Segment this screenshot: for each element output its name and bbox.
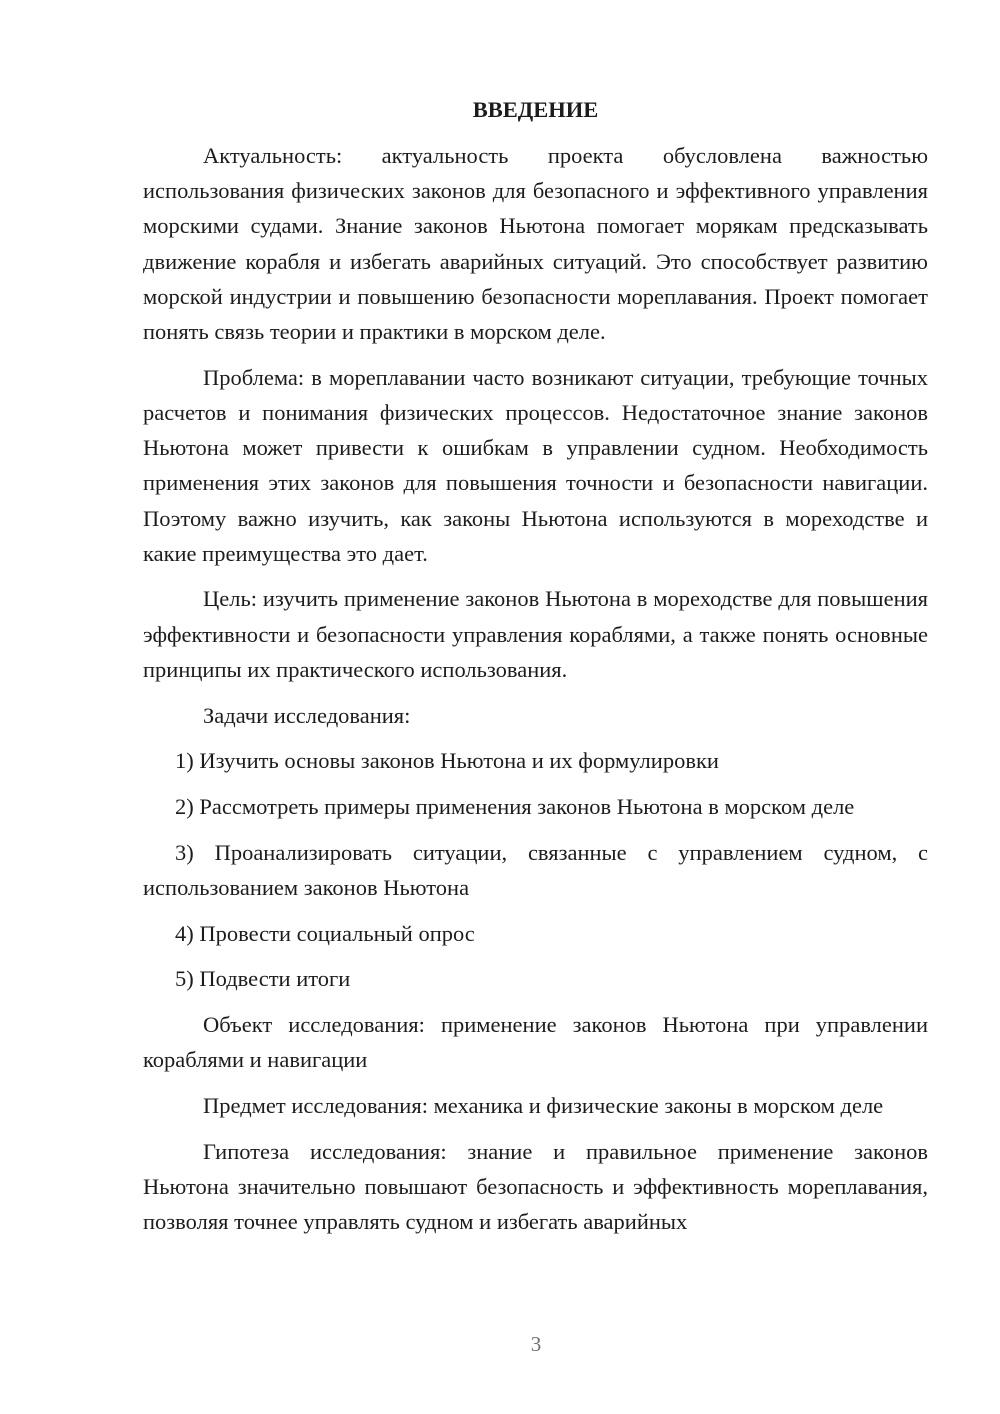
section-title: ВВЕДЕНИЕ	[472, 97, 599, 122]
paragraph-object: Объект исследования: применение законов Ньютона при управлении кораблями и навигации	[143, 1011, 928, 1073]
page-content	[143, 92, 928, 1239]
paragraph-subject: Предмет исследования: механика и физические законы в морском деле	[203, 1092, 884, 1118]
task-item-1: 1) Изучить основы законов Ньютона и их формулировки	[175, 748, 719, 774]
paragraph-goal: Цель: изучить применение законов Ньютона в мореходстве для повышения эффективности и безопасности управления кораблями, а также понять основные принципы их практического использования.	[143, 586, 928, 682]
task-item-3: 3) Проанализировать ситуации, связанные с управлением судном, с использованием законов Ньютона	[143, 839, 928, 900]
task-item-5: 5) Подвести итоги	[175, 966, 351, 992]
tasks-heading: Задачи исследования:	[203, 702, 411, 728]
paragraph-relevance: Актуальность: актуальность проекта обусловлена важностью использования физических законов для безопасного и эффективного управления морскими судами. Знание законов Ньютона помогает морякам предсказывать движение корабля и избегать аварийных ситуаций. Это способствует развитию морской индустрии и повышению безопасности мореплавания. Проект помогает понять связь теории и практики в морском деле.	[143, 143, 928, 345]
page-number: 3	[530, 1332, 542, 1356]
paragraph-problem: Проблема: в мореплавании часто возникают ситуации, требующие точных расчетов и понимания физических процессов. Недостаточное знание законов Ньютона может привести к ошибкам в управлении судном. Необходимость применения этих законов для повышения точности и безопасности навигации. Поэтому важно изучить, как законы Ньютона используются в мореходстве и какие преимущества это дает.	[143, 364, 928, 566]
paragraph-hypothesis: Гипотеза исследования: знание и правильное применение законов Ньютона значительно повышают безопасность и эффективность мореплавания, позволяя точнее управлять судном и избегать аварийных	[143, 1138, 928, 1234]
task-item-4: 4) Провести социальный опрос	[175, 920, 475, 946]
task-item-2: 2) Рассмотреть примеры применения законов Ньютона в морском деле	[175, 793, 855, 819]
